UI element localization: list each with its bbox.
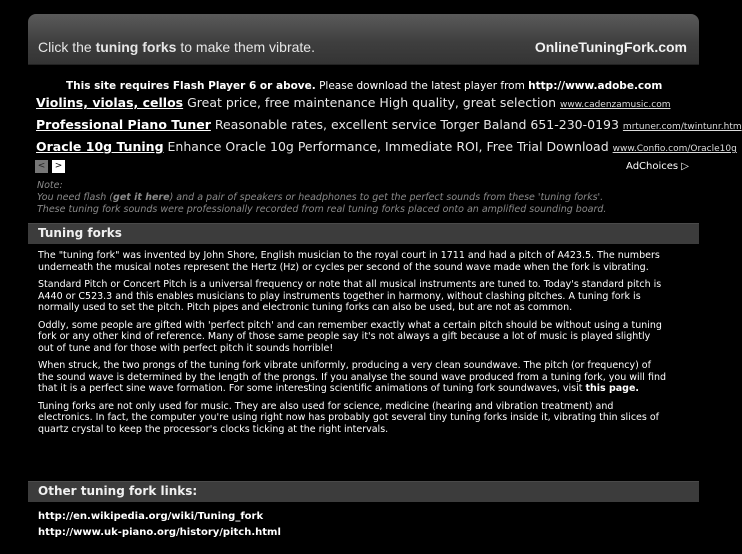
get-flash-link[interactable]: get it here	[113, 192, 170, 203]
ad-title-link[interactable]: Professional Piano Tuner	[36, 117, 211, 132]
adobe-link[interactable]: http://www.adobe.com	[528, 80, 663, 92]
this-page-link[interactable]: this page.	[585, 383, 640, 394]
section-header-tuning-forks: Tuning forks	[28, 223, 699, 244]
paragraph: The "tuning fork" was invented by John Shore, English musician to the royal court in 1711 and had a pitch of A423.5. The numbers underneath the musical notes represent the Hertz (Hz) or cycles per second of the sound wave made when the fork is vibrating.	[38, 250, 660, 273]
ad-url-link[interactable]: www.Confio.com/Oracle10g	[612, 144, 737, 154]
section-header-links: Other tuning fork links:	[28, 481, 699, 502]
ad-prev-button[interactable]: <	[35, 160, 48, 173]
ad-url-link[interactable]: mrtuner.com/twintunr.htm	[622, 122, 742, 132]
ad-title-link[interactable]: Oracle 10g Tuning	[36, 139, 164, 154]
adchoices-link[interactable]: AdChoices ▷	[626, 161, 689, 172]
ad-item: Oracle 10g Tuning Enhance Oracle 10g Performance, Immediate ROI, Free Trial Download www.Confio.com/Oracle10g	[36, 139, 737, 154]
paragraph: Standard Pitch or Concert Pitch is a universal frequency or note that all musical instruments are tuned to. Today's standard pitch is A440 or C523.3 and this enables musicians to play instruments together in harmony, without clashing pitches. A tuning fork is normally used to set the pitch. Pitch pipes and electronic tuning forks can also be used, but are not as common.	[38, 279, 662, 313]
tagline: Click the tuning forks to make them vibrate.	[38, 39, 315, 55]
paragraph: Tuning forks are not only used for music. They are also used for science, medicine (hearing and vibration treatment) and electronics. In fact, the computer you're using right now has probably got several tiny tuning forks inside it, vibrating thin slices of quartz crystal to keep the processor's clocks ticking at the right intervals.	[38, 400, 660, 435]
paragraph: Oddly, some people are gifted with 'perfect pitch' and can remember exactly what a certain pitch should be without using a tuning fork or any other kind of reference. Many of those same people say it's not always a gift because a lot of music is played slightly out of tune and for those with perfect pitch it sounds horrible!	[38, 319, 662, 354]
ad-item: Violins, violas, cellos Great price, free maintenance High quality, great selection www.cadenzamusic.com	[36, 95, 671, 110]
page-container	[28, 14, 742, 554]
note-text: Note: You need flash (get it here) and a pair of speakers or headphones to get the perfect sounds from these 'tuning forks'. These tuning fork sounds were professionally recorded from real tuning forks placed onto an amplified sounding board.	[37, 180, 607, 215]
ad-url-link[interactable]: www.cadenzamusic.com	[560, 100, 671, 110]
ad-next-button[interactable]: >	[52, 160, 65, 173]
flash-notice: This site requires Flash Player 6 or above. Please download the latest player from http://www.adobe.com	[66, 80, 663, 92]
link-wikipedia[interactable]: http://en.wikipedia.org/wiki/Tuning_fork	[38, 511, 264, 522]
ad-item: Professional Piano Tuner Reasonable rates, excellent service Torger Baland 651-230-0193 mrtuner.com/twintunr.htm	[36, 117, 742, 132]
paragraph: When struck, the two prongs of the tuning fork vibrate uniformly, producing a very clean soundwave. The pitch (or frequency) of the sound wave is determined by the length of the prongs. If you analyse the sound wave produced from a tuning fork, you will find that it is a perfect sine wave formation. For some interesting scientific animations of tuning fork soundwaves, visit this page.	[38, 360, 666, 394]
site-name[interactable]: OnlineTuningFork.com	[534, 39, 687, 55]
link-list	[38, 509, 281, 541]
article-body	[38, 250, 668, 441]
link-uk-piano[interactable]: http://www.uk-piano.org/history/pitch.html	[38, 527, 281, 538]
ad-title-link[interactable]: Violins, violas, cellos	[36, 95, 184, 110]
header-bar	[28, 14, 699, 65]
